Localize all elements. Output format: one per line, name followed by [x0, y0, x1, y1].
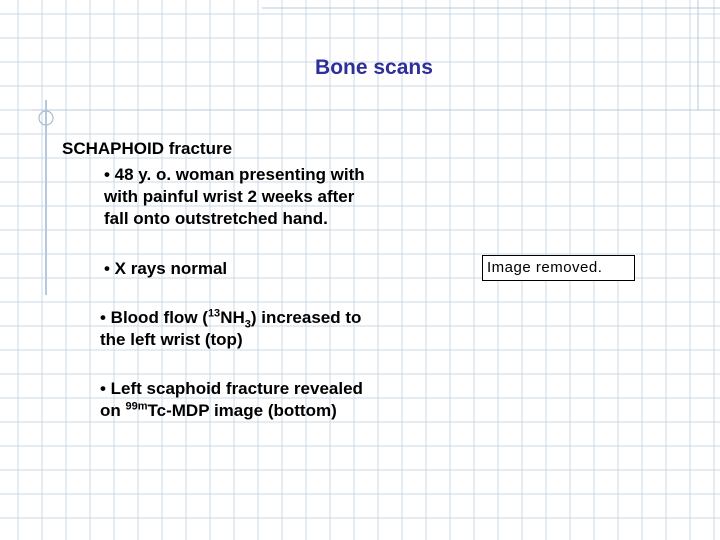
bullet1-line2: with painful wrist 2 weeks after — [104, 187, 355, 206]
bullet4-line2: on $^{99m}$Tc-MDP image (bottom) — [100, 400, 337, 420]
image-removed-placeholder — [482, 255, 635, 281]
bullet3-line1: • Blood flow $(^{13}NH_3)$ increased to — [100, 307, 362, 331]
bullet-blood-flow — [100, 307, 361, 351]
bullet-patient-history — [104, 164, 365, 230]
bullet-xrays: • X rays normal — [104, 259, 228, 278]
fracture-heading: SCHAPHOID fracture — [62, 139, 233, 158]
bullet4-line1: • Left scaphoid fracture revealed — [100, 379, 363, 398]
bullet3-line2: the left wrist (top) — [100, 330, 243, 349]
slide-title: Bone scans — [315, 56, 433, 79]
bullet-scaphoid-fracture — [100, 378, 363, 422]
bullet1-line3: fall onto outstretched hand. — [104, 209, 328, 228]
image-removed-label: Image removed. — [487, 259, 603, 276]
bullet1-line1: • 48 y. o. woman presenting with — [104, 165, 365, 184]
